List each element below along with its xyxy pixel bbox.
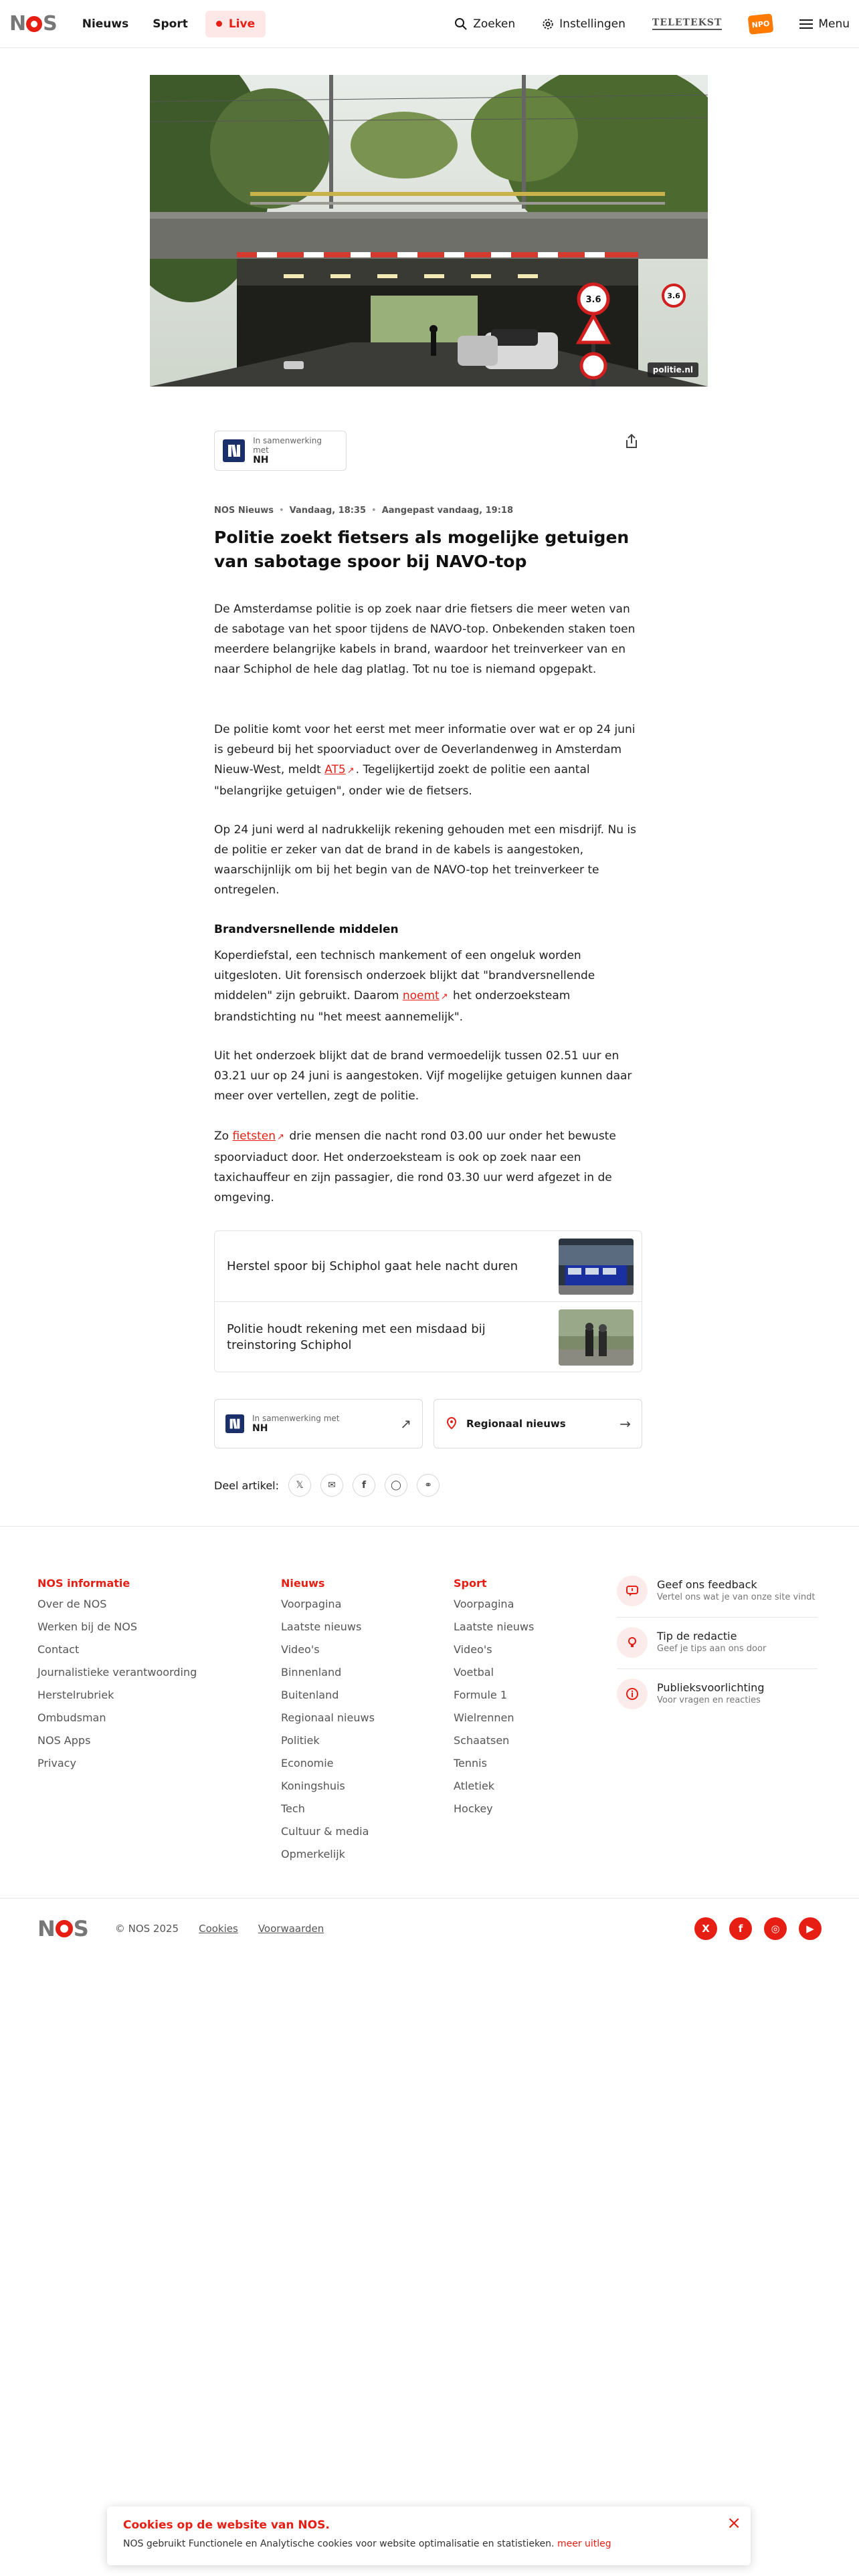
nav-sport[interactable]: Sport — [153, 17, 188, 31]
article-source: NOS Nieuws — [214, 506, 274, 516]
cookie-more-link[interactable]: meer uitleg — [557, 2539, 611, 2549]
hero-image — [150, 75, 708, 387]
instagram-social-icon[interactable]: ◎ — [764, 1917, 787, 1940]
copyright: © NOS 2025 — [114, 1923, 179, 1935]
footer-link[interactable]: Tech — [281, 1802, 305, 1815]
collab-small-label: In samenwerking met — [253, 436, 322, 455]
facebook-icon: f — [361, 1480, 367, 1491]
public-info-link[interactable]: Publieksvoorlichting Voor vragen en reacties — [617, 1679, 818, 1720]
footer-link[interactable]: Wielrennen — [454, 1711, 514, 1724]
footer-link[interactable]: Voetbal — [454, 1666, 494, 1679]
social-links — [694, 1917, 822, 1940]
header-actions — [454, 15, 850, 33]
settings-label: Instellingen — [559, 17, 626, 31]
nh-mark-icon — [229, 1418, 241, 1430]
footer-link[interactable]: Binnenland — [281, 1666, 342, 1679]
footer-link[interactable]: Werken bij de NOS — [37, 1620, 138, 1633]
footer-bottom — [37, 1913, 822, 1945]
logo-o-ring — [26, 16, 42, 32]
live-label: Live — [228, 17, 256, 31]
footer-link[interactable]: Herstelrubriek — [37, 1689, 114, 1701]
footer-link[interactable]: Voorpagina — [281, 1598, 342, 1610]
height-sign-1: 3.6 — [585, 295, 601, 305]
info-icon — [617, 1679, 648, 1709]
footer-feedback — [617, 1576, 818, 1729]
feedback-link[interactable]: Geef ons feedback Vertel ons wat je van onze site vindt — [617, 1576, 818, 1618]
nav-nieuws[interactable]: Nieuws — [82, 17, 129, 31]
search-label: Zoeken — [473, 17, 516, 31]
article-paragraph-5: Uit het onderzoek blijkt dat de brand vermoedelijk tussen 02.51 uur en 03.21 uur op 24 juni is aangestoken. Vijf mogelijke getuigen kunnen daar meer over vertellen, zegt de politie. — [214, 1049, 632, 1103]
external-link-icon: ↗ — [277, 1132, 284, 1142]
footer-link[interactable]: Schaatsen — [454, 1734, 510, 1747]
footer-link[interactable]: NOS Apps — [37, 1734, 91, 1747]
footer-link[interactable]: Privacy — [37, 1757, 76, 1769]
location-pin-icon — [445, 1416, 458, 1431]
collab-small-label: In samenwerking met — [252, 1414, 340, 1423]
footer-link[interactable]: Tennis — [454, 1757, 487, 1769]
viaduct-illustration — [150, 75, 708, 387]
footer-link[interactable]: Formule 1 — [454, 1689, 507, 1701]
menu-label: Menu — [818, 17, 850, 31]
close-icon[interactable]: × — [727, 2513, 741, 2533]
footer-link[interactable]: Over de NOS — [37, 1598, 107, 1610]
mail-icon: ✉ — [328, 1480, 336, 1491]
footer-link[interactable]: Politiek — [281, 1734, 320, 1747]
hamburger-icon — [799, 19, 813, 29]
live-button[interactable] — [205, 11, 266, 37]
footer-divider — [0, 1526, 859, 1527]
teletekst-link[interactable]: TELETEKST — [652, 17, 722, 30]
gear-icon — [542, 18, 554, 30]
footer-link[interactable]: Laatste nieuws — [454, 1620, 535, 1633]
published-time: Vandaag, 18:35 — [289, 506, 367, 516]
related-articles — [214, 1230, 642, 1372]
article-subheading: Brandversnellende middelen — [214, 923, 399, 936]
share-email-button[interactable] — [320, 1474, 343, 1497]
live-dot-icon — [216, 21, 222, 27]
updated-time: Aangepast vandaag, 19:18 — [381, 506, 513, 516]
collab-box[interactable] — [214, 431, 347, 471]
share-x-button[interactable] — [288, 1474, 311, 1497]
nh-logo — [223, 439, 245, 462]
main-nav — [82, 11, 266, 37]
footer-link[interactable]: Contact — [37, 1643, 80, 1656]
search-button[interactable] — [454, 17, 515, 31]
footer-link[interactable]: Atletiek — [454, 1780, 495, 1792]
footer-link[interactable]: Voorpagina — [454, 1598, 514, 1610]
footer-link[interactable]: Hockey — [454, 1802, 493, 1815]
external-link-icon: ↗ — [440, 992, 448, 1002]
footer-link[interactable]: Buitenland — [281, 1689, 339, 1701]
terms-link[interactable]: Voorwaarden — [258, 1923, 324, 1935]
related-article-2[interactable] — [215, 1302, 642, 1372]
nh-mark-icon — [227, 443, 242, 458]
external-arrow-icon: ↗ — [400, 1416, 411, 1432]
external-link-icon: ↗ — [347, 766, 355, 776]
related-title: Politie houdt rekening met een misdaad bij treinstoring Schiphol — [227, 1322, 486, 1352]
share-copy-link-button[interactable] — [417, 1474, 440, 1497]
footer-link[interactable]: Journalistieke verantwoording — [37, 1666, 197, 1679]
tip-editors-link[interactable]: Tip de redactie Geef je tips aan ons door — [617, 1627, 818, 1669]
share-row — [214, 1474, 642, 1497]
article-paragraph-4: Koperdiefstal, een technisch mankement of een ongeluk worden uitgesloten. Uit forensisch onderzoek blijkt dat "brandversnellende middelen" zijn gebruikt. Daarom noemt ↗ het onderzoeksteam brandstichting nu "het meest aannemelijk". — [214, 949, 595, 1024]
share-whatsapp-button[interactable] — [385, 1474, 407, 1497]
footer-link[interactable]: Cultuur & media — [281, 1825, 369, 1838]
footer-link[interactable]: Video's — [454, 1643, 492, 1656]
fietsten-link[interactable]: fietsten — [232, 1130, 276, 1143]
footer-link[interactable]: Laatste nieuws — [281, 1620, 362, 1633]
footer-link[interactable]: Opmerkelijk — [281, 1848, 345, 1860]
nos-logo[interactable]: N S — [9, 12, 57, 35]
footer-link[interactable]: Economie — [281, 1757, 334, 1769]
related-thumbnail — [559, 1239, 634, 1295]
at5-link[interactable]: AT5 — [324, 763, 346, 776]
facebook-social-icon[interactable]: f — [729, 1917, 752, 1940]
footer-nos-logo[interactable]: N S — [37, 1916, 88, 1941]
arrow-right-icon: → — [619, 1416, 631, 1432]
related-title: Herstel spoor bij Schiphol gaat hele nacht duren — [227, 1259, 518, 1273]
regional-news-card[interactable] — [434, 1399, 642, 1448]
menu-button[interactable] — [799, 17, 850, 31]
footer-link[interactable]: Koningshuis — [281, 1780, 345, 1792]
collab-name: NH — [253, 455, 269, 465]
x-icon: 𝕏 — [296, 1480, 304, 1491]
footer-col-nos-info — [37, 1577, 197, 1780]
collab-card[interactable] — [214, 1399, 423, 1448]
noemt-link[interactable]: noemt — [402, 989, 440, 1002]
cookie-banner — [107, 2506, 751, 2565]
regional-news-label: Regionaal nieuws — [466, 1418, 566, 1430]
npo-badge[interactable]: NPO — [748, 13, 774, 35]
article-paragraph-2: De politie komt voor het eerst met meer informatie over wat er op 24 juni is gebeurd bij het spoorviaduct over de Oeverlandenweg in Amsterdam Nieuw-West, meldt AT5 ↗ . Tegelijkertijd zoekt de politie een aantal "belangrijke getuigen", onder wie de fietsers. — [214, 723, 636, 798]
share-icon[interactable] — [622, 432, 641, 451]
footer-heading: Sport — [454, 1577, 487, 1590]
footer-heading: Nieuws — [281, 1577, 325, 1590]
footer-link[interactable]: Regionaal nieuws — [281, 1711, 375, 1724]
nh-logo — [225, 1414, 244, 1433]
article-paragraph-6: Zo fietsten ↗ drie mensen die nacht rond 03.00 uur onder het bewuste spoorviaduct door. Het onderzoeksteam is ook op zoek naar een taxichauffeur en zijn passagier, die rond 03.30 uur werd afgezet in de omgeving. — [214, 1126, 642, 1208]
height-sign-2: 3.6 — [667, 292, 680, 300]
footer-link[interactable]: Video's — [281, 1643, 320, 1656]
article-meta: NOS Nieuws • Vandaag, 18:35 • Aangepast vandaag, 19:18 — [214, 506, 513, 516]
x-social-icon[interactable]: X — [694, 1917, 717, 1940]
footer-link[interactable]: Ombudsman — [37, 1711, 106, 1724]
cookie-text: NOS gebruikt Functionele en Analytische cookies voor website optimalisatie en statistieken. meer uitleg — [123, 2539, 611, 2549]
related-thumbnail — [559, 1309, 634, 1366]
article-title: Politie zoekt fietsers als mogelijke getuigen van sabotage spoor bij NAVO-top — [214, 528, 630, 571]
lightbulb-icon — [617, 1627, 648, 1658]
share-facebook-button[interactable] — [353, 1474, 375, 1497]
speech-bubble-icon — [617, 1576, 648, 1606]
photo-credit: politie.nl — [648, 362, 698, 377]
cookies-link[interactable]: Cookies — [199, 1923, 238, 1935]
cookie-title: Cookies op de website van NOS. — [123, 2518, 330, 2532]
footer-col-nieuws — [281, 1577, 375, 1870]
footer-col-sport — [454, 1577, 534, 1825]
youtube-social-icon[interactable]: ▶ — [799, 1917, 822, 1940]
bottom-cards — [214, 1399, 642, 1448]
whatsapp-icon: ◯ — [391, 1480, 401, 1491]
search-icon — [454, 17, 468, 31]
footer-bottom-divider — [0, 1898, 859, 1899]
collab-name: NH — [252, 1423, 268, 1434]
settings-button[interactable] — [542, 17, 626, 31]
footer-heading: NOS informatie — [37, 1577, 130, 1590]
share-label: Deel artikel: — [214, 1479, 280, 1492]
link-icon: ⚭ — [424, 1480, 432, 1491]
site-header — [0, 0, 859, 48]
related-article-1[interactable] — [215, 1231, 642, 1302]
article-paragraph-3: Op 24 juni werd al nadrukkelijk rekening gehouden met een misdrijf. Nu is de politie er zeker van dat de brand in de kabels is aangestoken, waarschijnlijk om bij het begin van de NAVO-top het treinverkeer te ontregelen. — [214, 823, 636, 897]
article-paragraph-1: De Amsterdamse politie is op zoek naar drie fietsers die meer weten van de sabotage van het spoor tijdens de NAVO-top. Onbekenden staken toen meerdere belangrijke kabels in brand, waardoor het treinverkeer van en naar Schiphol de hele dag platlag. Tot nu toe is niemand opgepakt. — [214, 603, 636, 676]
